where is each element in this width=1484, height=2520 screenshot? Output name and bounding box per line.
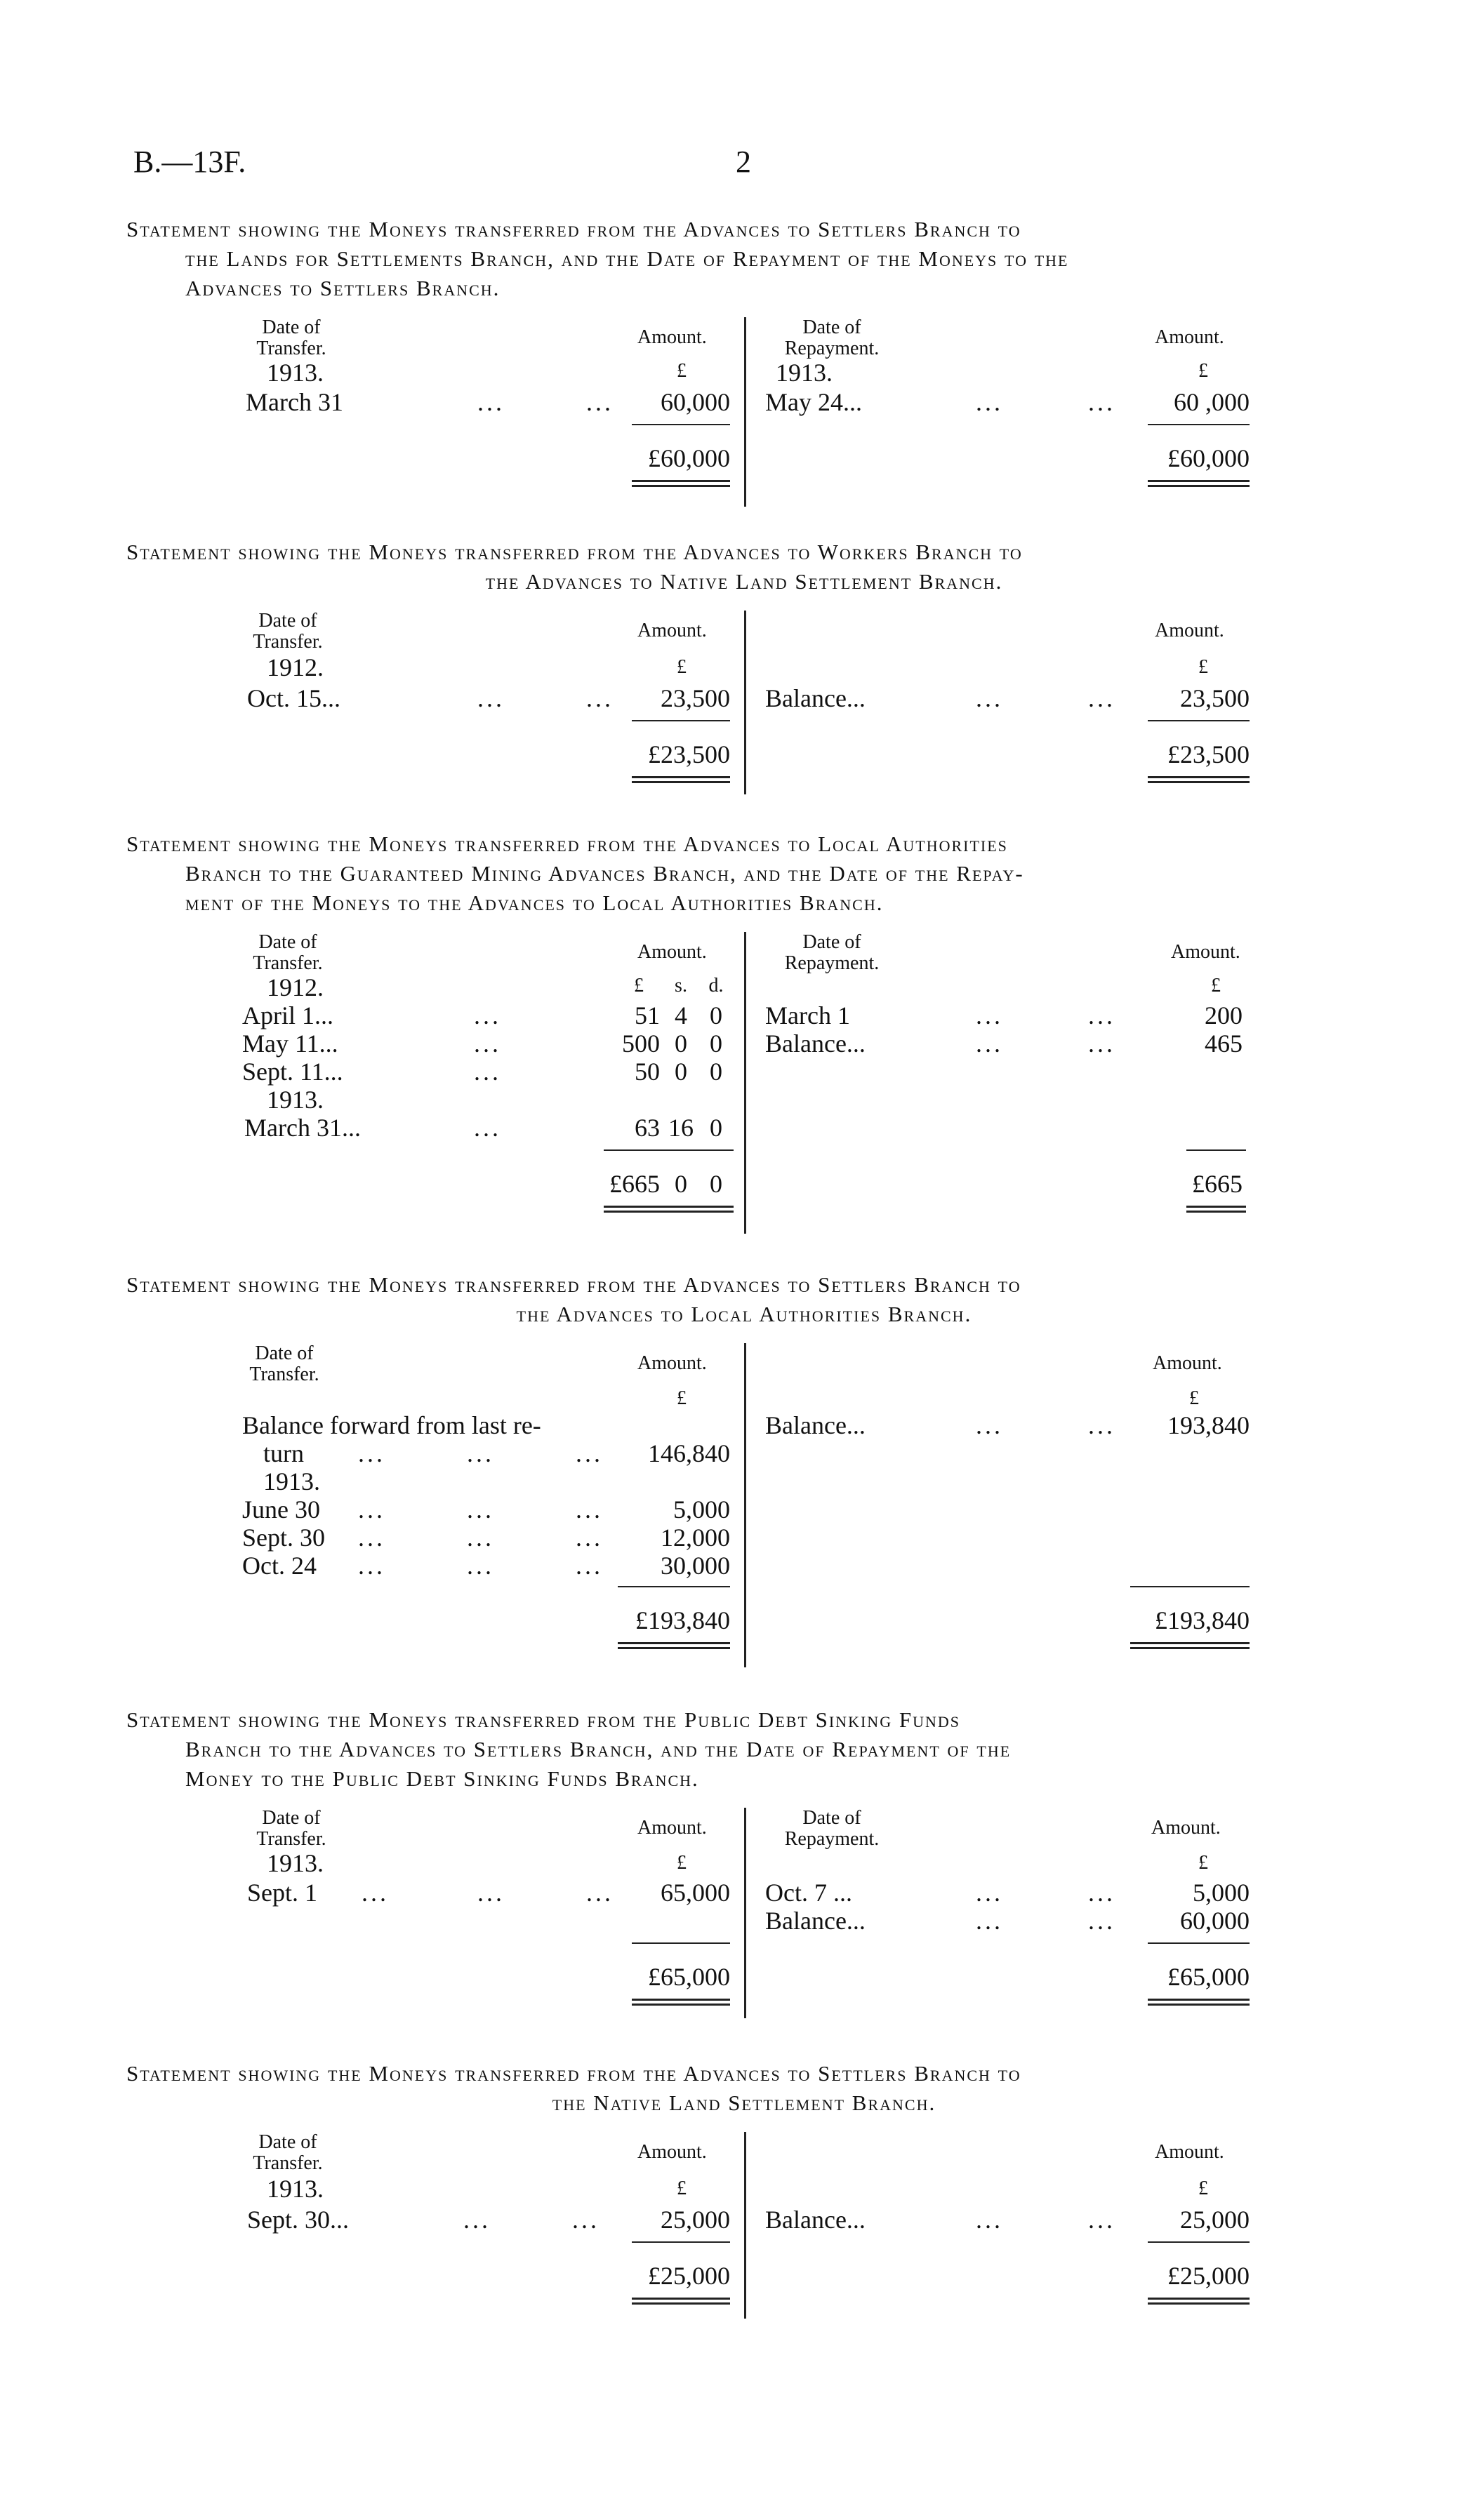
transfer-date: Sept. 1: [247, 1879, 318, 1907]
repayment-amount: 200: [1205, 1001, 1243, 1029]
leader-dots: ...: [467, 1552, 494, 1580]
leader-dots: ...: [576, 1552, 603, 1580]
leader-dots: ...: [586, 388, 614, 416]
leader-dots: ...: [474, 1114, 501, 1142]
total-amount: £60,000: [648, 444, 730, 472]
leader-dots: ...: [976, 1907, 1003, 1935]
leader-dots: ...: [477, 684, 505, 712]
balance-label: Balance...: [765, 1029, 866, 1058]
date-of-repayment-header: Date of Repayment.: [784, 316, 880, 359]
leader-dots: ...: [477, 388, 505, 416]
transfer-date: March 31: [246, 388, 343, 416]
transfer-amount: 30,000: [661, 1552, 730, 1580]
repayment-amount: 5,000: [1193, 1879, 1250, 1907]
statement-6-table: [126, 2132, 1362, 2328]
amount-header: Amount.: [637, 941, 707, 963]
date-of-transfer-header: Date of Transfer.: [253, 2131, 323, 2174]
balance-forward-amount: 146,840: [648, 1439, 730, 1467]
statement-3-title: Statement showing the Moneys transferred from the Advances to Local Authorities Branch to the Guaranteed Mining Advances Branch, and the Date of the Repay- ment of the Moneys to the Advances to Local Authorities Branch.: [126, 832, 1024, 915]
total-amount: £193,840: [635, 1606, 730, 1634]
statement-1-title: Statement showing the Moneys transferred from the Advances to Settlers Branch to the Lands for Settlements Branch, and the Date of Repayment of the Moneys to the Advances to Settlers Branch.: [126, 217, 1069, 300]
leader-dots: ...: [1088, 1029, 1115, 1058]
leader-dots: ...: [474, 1058, 501, 1086]
leader-dots: ...: [976, 1879, 1003, 1907]
amount-header: Amount.: [1153, 1352, 1222, 1374]
total-amount: £60,000: [1167, 444, 1250, 472]
leader-dots: ...: [474, 1001, 501, 1029]
amount-header: Amount.: [1155, 620, 1224, 641]
statement-3-table: [126, 932, 1362, 1241]
balance-label: Balance...: [765, 2206, 866, 2234]
amount-header: Amount.: [1155, 2141, 1224, 2163]
leader-dots: ...: [1088, 2206, 1115, 2234]
leader-dots: ...: [976, 1029, 1003, 1058]
transfer-date: Oct. 15...: [247, 684, 340, 712]
statement-5: [126, 1705, 1362, 2018]
pound-sign: £: [1198, 1852, 1208, 1874]
transfer-date: Sept. 30...: [247, 2206, 350, 2234]
amount-header: Amount.: [637, 1352, 707, 1374]
total-amount: £665: [1192, 1170, 1243, 1198]
leader-dots: ...: [358, 1495, 385, 1524]
amount-header: Amount.: [1171, 941, 1240, 963]
leader-dots: ...: [976, 1411, 1003, 1439]
leader-dots: ...: [1088, 1411, 1115, 1439]
total-amount: £25,000: [1167, 2262, 1250, 2290]
balance-amount: 193,840: [1167, 1411, 1250, 1439]
amount-pounds: 63: [635, 1114, 660, 1142]
statement-4: [126, 1270, 1362, 1680]
transfer-amount: 25,000: [661, 2206, 730, 2234]
date-of-transfer-header: Date of Transfer.: [253, 610, 323, 653]
transfer-date: Oct. 24: [242, 1552, 317, 1580]
statement-1: [126, 215, 1362, 514]
lsd-pounds-header: £: [634, 975, 644, 996]
transfer-date: June 30: [242, 1495, 320, 1524]
amount-header: Amount.: [637, 1817, 707, 1839]
amount-shillings: 4: [675, 1001, 687, 1029]
year-label: 1912.: [267, 973, 324, 1001]
leader-dots: ...: [976, 388, 1003, 416]
balance-label: Balance...: [765, 1907, 866, 1935]
leader-dots: ...: [976, 2206, 1003, 2234]
year-label: 1913.: [263, 1467, 320, 1495]
date-of-repayment-header: Date of Repayment.: [784, 931, 880, 974]
pound-sign: £: [1189, 1387, 1199, 1409]
balance-amount: 60,000: [1180, 1907, 1250, 1935]
amount-header: Amount.: [1155, 326, 1224, 348]
pound-sign: £: [1198, 656, 1208, 678]
amount-header: Amount.: [637, 2141, 707, 2163]
pound-sign: £: [1198, 2178, 1208, 2199]
leader-dots: ...: [467, 1439, 494, 1467]
lsd-shillings-header: s.: [675, 975, 687, 996]
lsd-pence-header: d.: [708, 975, 724, 996]
statement-3: [126, 829, 1362, 1241]
leader-dots: ...: [576, 1495, 603, 1524]
year-label: 1913.: [267, 359, 324, 387]
statement-5-table: [126, 1808, 1362, 2018]
leader-dots: ...: [358, 1552, 385, 1580]
balance-amount: 25,000: [1180, 2206, 1250, 2234]
transfer-date: March 31...: [244, 1114, 361, 1142]
transfer-date: April 1...: [242, 1001, 333, 1029]
leader-dots: ...: [362, 1879, 389, 1907]
statement-5-title: Statement showing the Moneys transferred from the Public Debt Sinking Funds Branch to the Advances to Settlers Branch, and the Date of Repayment of the Money to the Public Debt Sinking Funds Branch.: [126, 1707, 1012, 1791]
transfer-amount: 5,000: [673, 1495, 730, 1524]
amount-header: Amount.: [637, 620, 707, 641]
leader-dots: ...: [1088, 388, 1115, 416]
amount-header: Amount.: [637, 326, 707, 348]
repayment-date: Oct. 7 ...: [765, 1879, 852, 1907]
pound-sign: £: [677, 2178, 687, 2199]
leader-dots: ...: [576, 1439, 603, 1467]
amount-shillings: 0: [675, 1058, 687, 1086]
year-label: 1913.: [267, 2175, 324, 2203]
amount-shillings: 0: [675, 1029, 687, 1058]
transfer-amount: 65,000: [661, 1879, 730, 1907]
total-amount: £23,500: [648, 740, 730, 768]
leader-dots: ...: [1088, 1879, 1115, 1907]
date-of-transfer-header: Date of Transfer.: [249, 1342, 319, 1385]
transfer-amount: 12,000: [661, 1524, 730, 1552]
amount-pence: 0: [710, 1029, 722, 1058]
total-amount-shillings: 0: [675, 1170, 687, 1198]
statement-4-title: Statement showing the Moneys transferred from the Advances to Settlers Branch to the Advances to Local Authorities Branch.: [126, 1272, 1021, 1326]
leader-dots: ...: [358, 1439, 385, 1467]
transfer-amount: 60,000: [661, 388, 730, 416]
leader-dots: ...: [467, 1524, 494, 1552]
amount-pence: 0: [710, 1058, 722, 1086]
balance-amount: 23,500: [1180, 684, 1250, 712]
statement-6-title: Statement showing the Moneys transferred from the Advances to Settlers Branch to the Native Land Settlement Branch.: [126, 2061, 1021, 2115]
statement-1-table: [126, 317, 1362, 514]
leader-dots: ...: [463, 2206, 491, 2234]
total-amount: £23,500: [1167, 740, 1250, 768]
amount-header: Amount.: [1151, 1817, 1221, 1839]
date-of-transfer-header: Date of Transfer.: [256, 316, 326, 359]
total-amount-pence: 0: [710, 1170, 722, 1198]
repayment-date: March 1: [765, 1001, 850, 1029]
amount-pounds: 50: [635, 1058, 660, 1086]
pound-sign: £: [677, 1387, 687, 1409]
transfer-amount: 23,500: [661, 684, 730, 712]
statement-2-table: [126, 611, 1362, 807]
leader-dots: ...: [1088, 684, 1115, 712]
statement-2-title: Statement showing the Moneys transferred from the Advances to Workers Branch to the Advances to Native Land Settlement Branch.: [126, 540, 1023, 594]
balance-label: Balance...: [765, 684, 866, 712]
leader-dots: ...: [1088, 1907, 1115, 1935]
amount-pounds: 500: [622, 1029, 660, 1058]
amount-pence: 0: [710, 1114, 722, 1142]
pound-sign: £: [677, 360, 687, 382]
total-amount: £65,000: [648, 1963, 730, 1991]
amount-pence: 0: [710, 1001, 722, 1029]
year-label: 1913.: [776, 359, 833, 387]
amount-shillings: 16: [668, 1114, 694, 1142]
leader-dots: ...: [474, 1029, 501, 1058]
total-amount: £25,000: [648, 2262, 730, 2290]
total-amount: £65,000: [1167, 1963, 1250, 1991]
leader-dots: ...: [586, 1879, 614, 1907]
year-label: 1913.: [267, 1086, 324, 1114]
balance-label: Balance...: [765, 1411, 866, 1439]
document-reference: B.—13F.: [133, 145, 246, 179]
leader-dots: ...: [576, 1524, 603, 1552]
total-amount-pounds: £665: [609, 1170, 660, 1198]
balance-amount: 465: [1205, 1029, 1243, 1058]
transfer-date: Sept. 11...: [242, 1058, 343, 1086]
statement-4-table: [126, 1343, 1362, 1680]
year-label: 1913.: [267, 1849, 324, 1877]
pound-sign: £: [1211, 975, 1221, 996]
statement-6: [126, 2059, 1362, 2328]
balance-forward-label: turn: [263, 1439, 304, 1467]
total-amount: £193,840: [1155, 1606, 1250, 1634]
leader-dots: ...: [358, 1524, 385, 1552]
pound-sign: £: [677, 1852, 687, 1874]
transfer-date: Sept. 30: [242, 1524, 326, 1552]
date-of-repayment-header: Date of Repayment.: [784, 1807, 880, 1850]
date-of-transfer-header: Date of Transfer.: [253, 931, 323, 974]
statement-2: [126, 538, 1362, 807]
pound-sign: £: [1198, 360, 1208, 382]
leader-dots: ...: [976, 684, 1003, 712]
leader-dots: ...: [467, 1495, 494, 1524]
amount-pounds: 51: [635, 1001, 660, 1029]
leader-dots: ...: [572, 2206, 599, 2234]
page-number: 2: [736, 145, 751, 179]
year-label: 1912.: [267, 653, 324, 681]
repayment-amount: 60 ,000: [1174, 388, 1250, 416]
leader-dots: ...: [1088, 1001, 1115, 1029]
pound-sign: £: [677, 656, 687, 678]
leader-dots: ...: [976, 1001, 1003, 1029]
repayment-date: May 24...: [765, 388, 862, 416]
leader-dots: ...: [477, 1879, 505, 1907]
balance-forward-label: Balance forward from last re-: [242, 1411, 541, 1439]
leader-dots: ...: [586, 684, 614, 712]
transfer-date: May 11...: [242, 1029, 338, 1058]
date-of-transfer-header: Date of Transfer.: [256, 1807, 326, 1850]
